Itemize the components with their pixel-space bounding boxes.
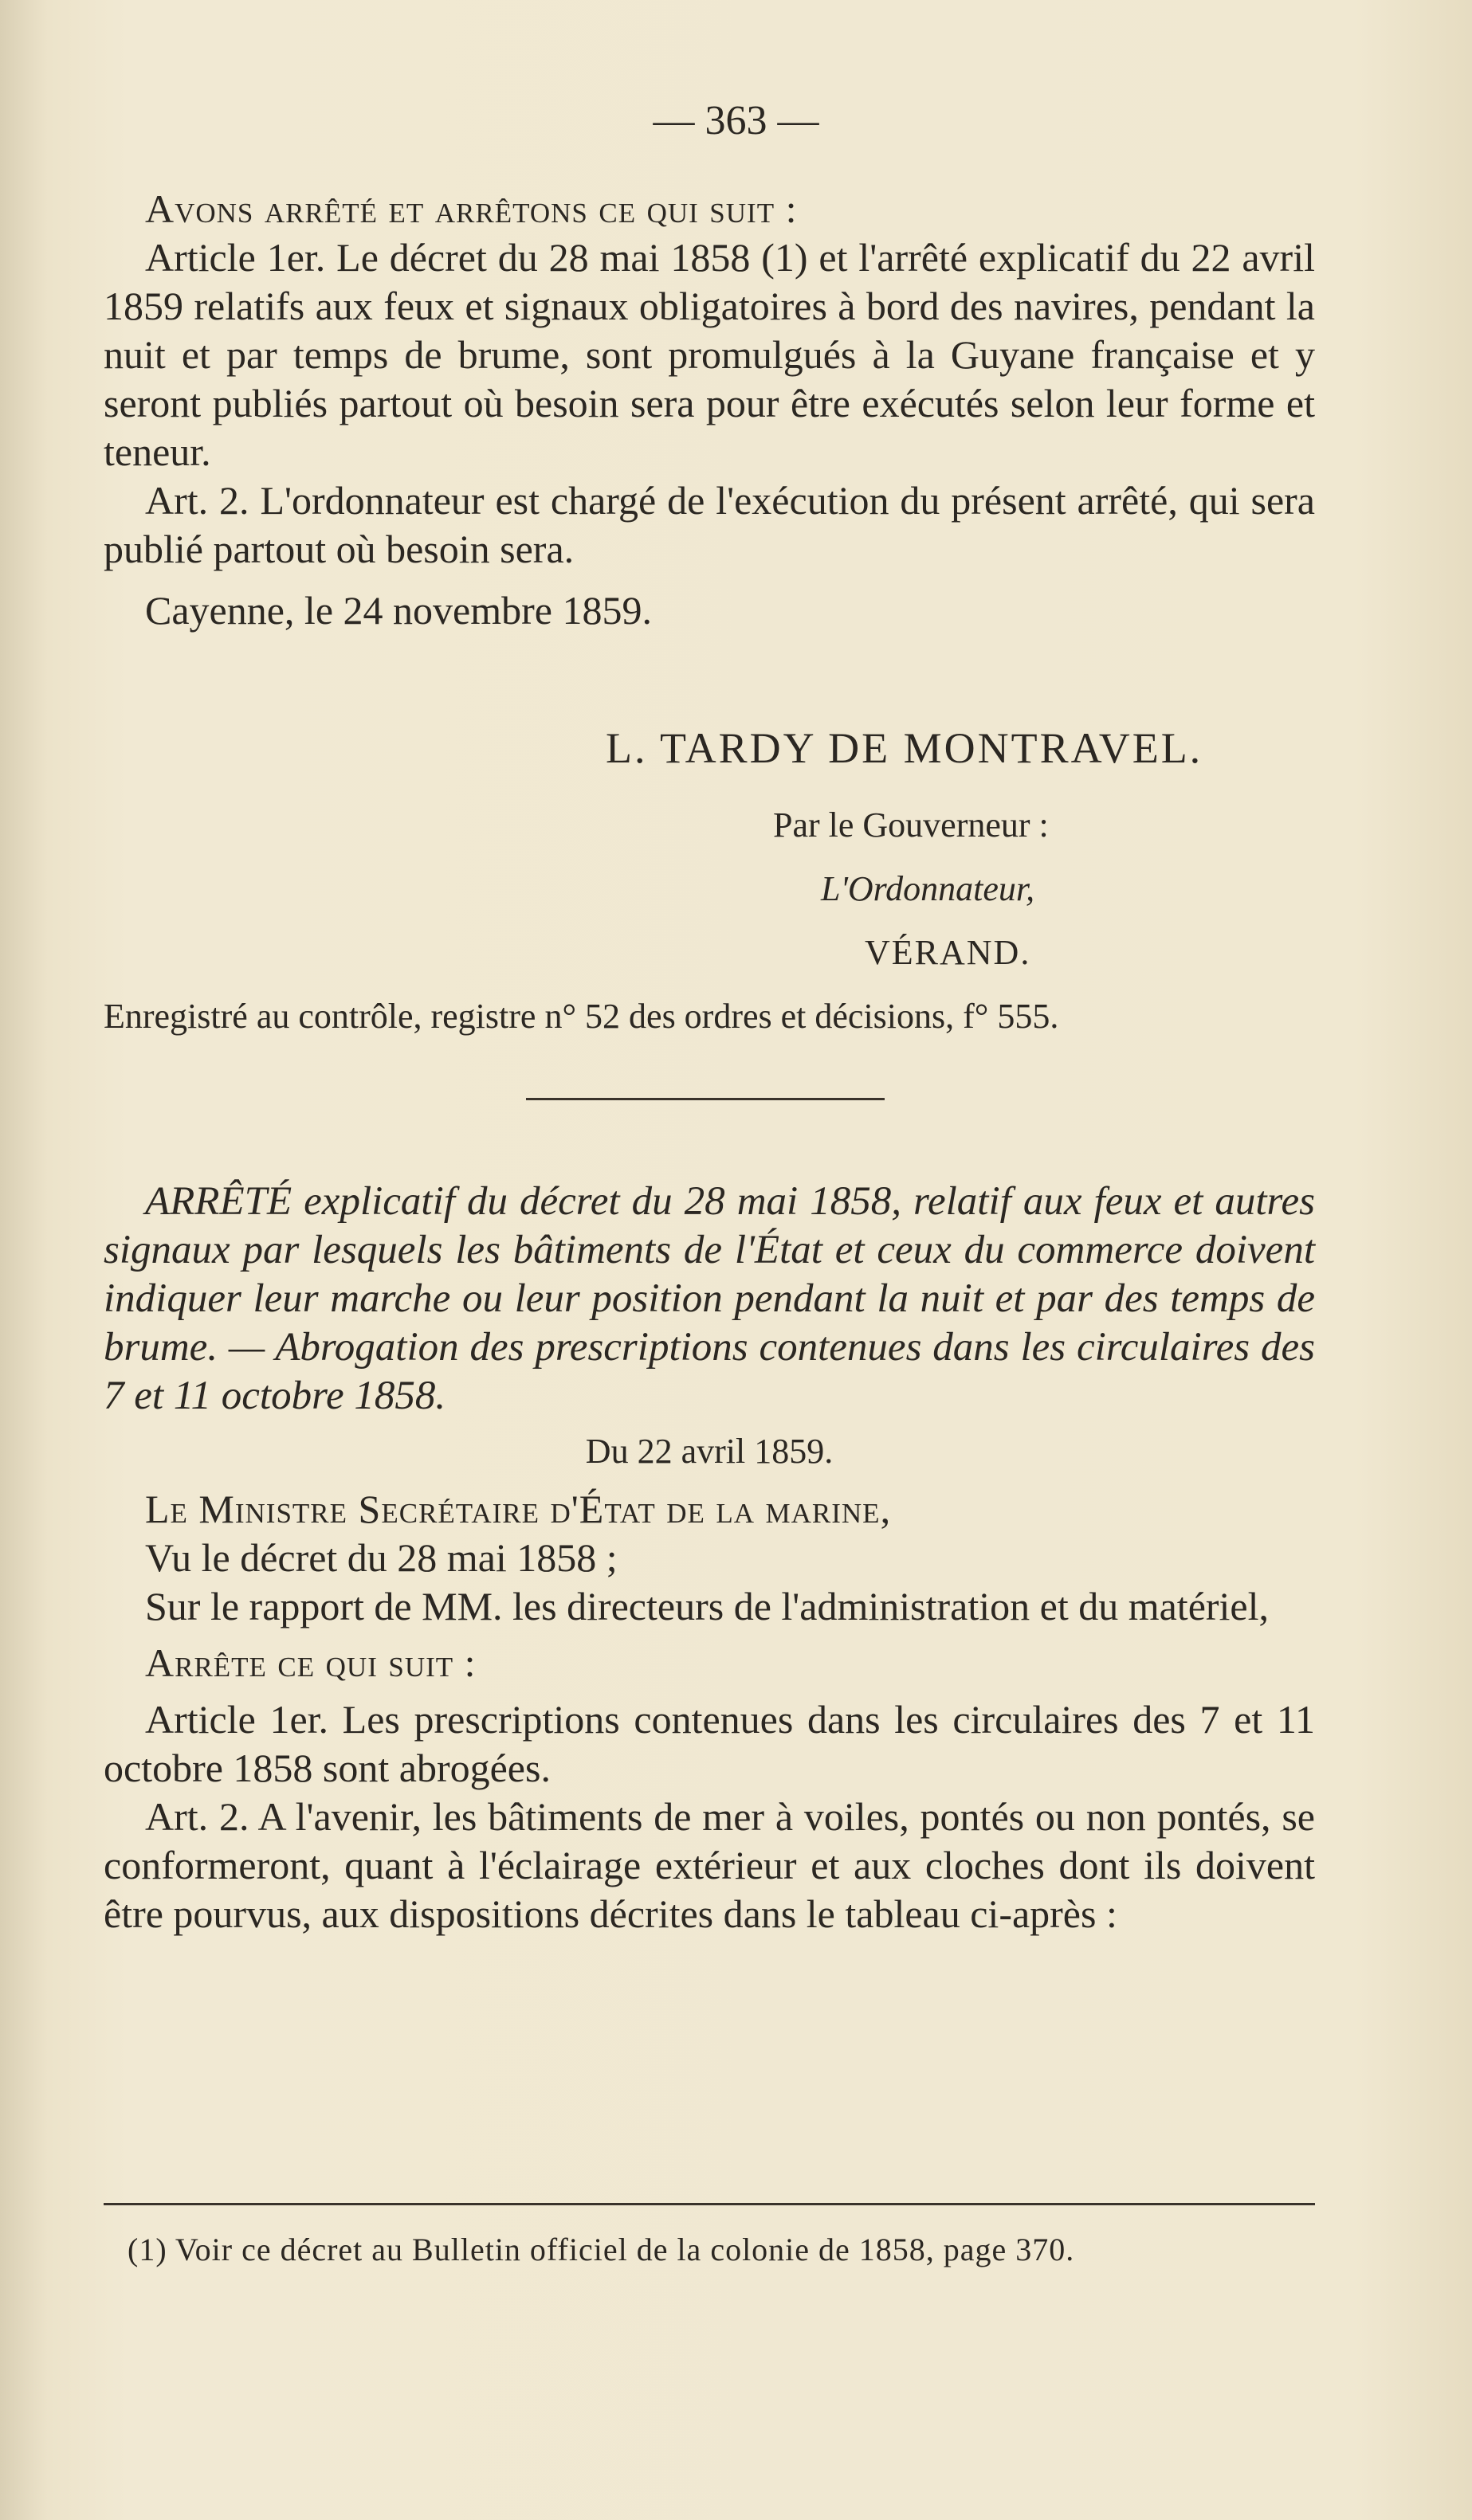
arrete-promulgation [104, 185, 1315, 635]
place-date: Cayenne, le 24 novembre 1859. [145, 588, 652, 633]
ordonnateur-title: L'Ordonnateur, [821, 869, 1035, 908]
footnote-rule [104, 2203, 1315, 2205]
section-divider [526, 1098, 885, 1100]
rapport-clause: Sur le rapport de MM. les directeurs de l'administration et du matériel, [145, 1584, 1270, 1628]
par-le-gouverneur: Par le Gouverneur : [773, 805, 1049, 845]
decree-date: Du 22 avril 1859. [585, 1432, 834, 1471]
article-2: Art. 2. L'ordonnateur est chargé de l'exécution du présent arrêté, qui sera publié partout où besoin sera. [104, 478, 1315, 571]
decree-article-2: Art. 2. A l'avenir, les bâtiments de mer à voiles, pontés ou non pontés, se conformeront, quant à l'éclairage extérieur et aux cloches dont ils doivent être pourvus, aux dispositions décrites dans le tableau ci-après : [104, 1794, 1315, 1936]
minister-heading: Le Ministre Secrétaire d'État de la marine, [145, 1487, 892, 1531]
signatory: L. TARDY DE MONTRAVEL. [606, 724, 1203, 772]
footnote: (1) Voir ce décret au Bulletin officiel de la colonie de 1858, page 370. [128, 2232, 1075, 2267]
arrete-explicatif [104, 1178, 1315, 1938]
arrete-clause: Arrête ce qui suit : [145, 1640, 477, 1685]
enacting-clause: Avons arrêté et arrêtons ce qui suit : [145, 186, 798, 231]
registration-note: Enregistré au contrôle, registre n° 52 des ordres et décisions, f° 555. [104, 997, 1059, 1036]
verand-signature: VÉRAND. [865, 933, 1031, 972]
page-number: — 363 — [653, 98, 819, 143]
decree-article-1: Article 1er. Les prescriptions contenues dans les circulaires des 7 et 11 octobre 1858 sont abrogées. [104, 1697, 1315, 1790]
decree-title: ARRÊTÉ explicatif du décret du 28 mai 1858, relatif aux feux et autres signaux par lesquels les bâtiments de l'État et ceux du commerce doivent indiquer leur marche ou leur position pendant la nuit et par des temps de brume. — Abrogation des prescriptions contenues dans les circulaires des 7 et 11 octobre 1858. [104, 1179, 1315, 1418]
vu-clause: Vu le décret du 28 mai 1858 ; [145, 1535, 618, 1580]
article-1: Article 1er. Le décret du 28 mai 1858 (1) et l'arrêté explicatif du 22 avril 1859 relatifs aux feux et signaux obligatoires à bord des navires, pendant la nuit et par temps de brume, sont promulgués à la Guyane française et y seront publiés partout où besoin sera pour être exécutés selon leur forme et teneur. [104, 235, 1315, 474]
